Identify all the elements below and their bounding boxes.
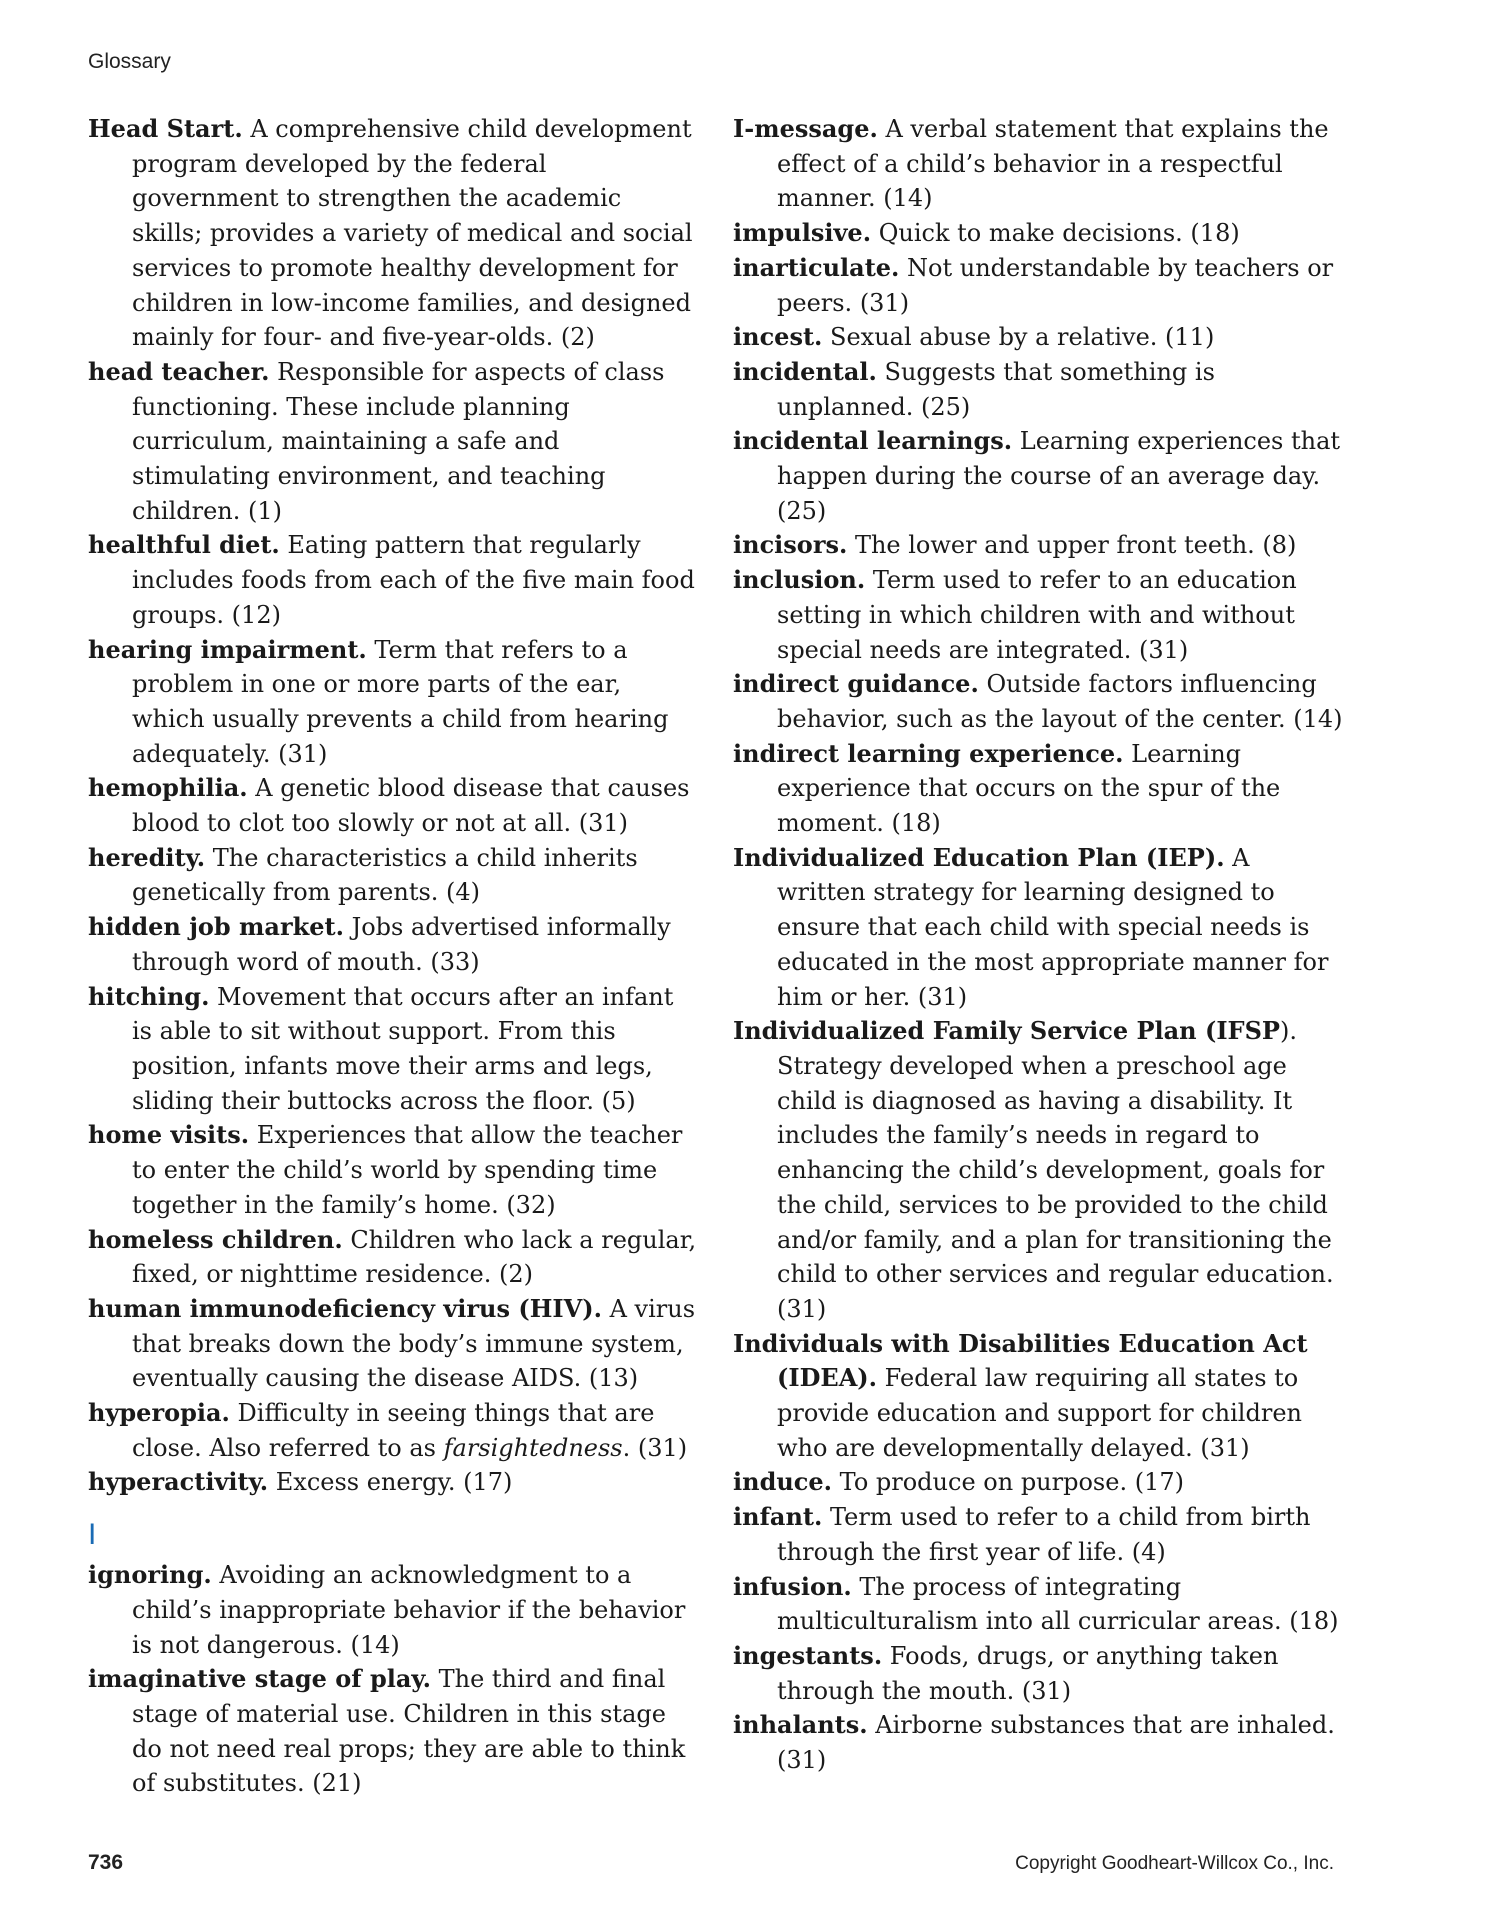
glossary-term: hidden job market. (88, 912, 344, 942)
glossary-entry (88, 841, 698, 910)
glossary-entry (88, 1118, 698, 1222)
glossary-definition: Foods, drugs, or anything taken through the mouth. (31) (777, 1641, 1279, 1705)
glossary-term: hitching. (88, 981, 210, 1011)
glossary-term: incidental. (733, 356, 877, 386)
glossary-term: infant. (733, 1502, 823, 1532)
glossary-definition: The lower and upper front teeth. (8) (847, 531, 1297, 560)
glossary-term: infusion. (733, 1571, 852, 1601)
glossary-definition: A written strategy for learning designed to ensure that each child with special needs is educated in the most appropriate manner for him or her. (31) (777, 843, 1329, 1011)
glossary-definition: Learning experiences that happen during the course of an average day. (25) (777, 427, 1341, 525)
glossary-definition: The third and final stage of material use. Children in this stage do not need real props; they are able to think of substitutes. (21) (132, 1665, 686, 1798)
glossary-entry (88, 355, 698, 529)
glossary-definition: Jobs advertised informally through word of mouth. (33) (132, 913, 671, 976)
glossary-term: impulsive. (733, 218, 872, 248)
glossary-entry (733, 1639, 1343, 1708)
glossary-entry (733, 528, 1343, 563)
glossary-entry (88, 980, 698, 1119)
glossary-definition: The process of integrating multiculturalism into all curricular areas. (18) (777, 1572, 1339, 1636)
glossary-definition: A comprehensive child development program developed by the federal government to strengthen the academic skills; provides a variety of medical and social services to promote healthy development for children in low-income families, and designed mainly for four- and five-year-olds. (2) (132, 115, 693, 352)
glossary-definition: Term used to refer to an education setting in which children with and without special needs are integrated. (31) (777, 566, 1297, 664)
glossary-term: human immunodeficiency virus (HIV). (88, 1293, 602, 1323)
glossary-term: hyperopia. (88, 1398, 230, 1428)
glossary-term: Head Start. (88, 114, 243, 143)
glossary-term: incest. (733, 322, 823, 352)
glossary-definition: Learning experience that occurs on the spur of the moment. (18) (777, 739, 1281, 838)
glossary-entry (733, 320, 1343, 355)
glossary-definition: To produce on purpose. (17) (832, 1468, 1184, 1497)
glossary-entry (88, 1558, 698, 1662)
glossary-entry (733, 424, 1343, 528)
glossary-column-left (88, 112, 698, 1801)
glossary-entry (88, 1292, 698, 1396)
glossary-entry (88, 528, 698, 632)
glossary-term: inhalants. (733, 1710, 868, 1740)
glossary-definition: Airborne substances that are inhaled. (31) (777, 1711, 1335, 1775)
glossary-term: hearing impairment. (88, 634, 367, 664)
glossary-definition: Term that refers to a problem in one or more parts of the ear, which usually prevents a child from hearing adequately. (31) (132, 635, 669, 768)
glossary-term: healthful diet. (88, 530, 280, 560)
glossary-definition: The characteristics a child inherits genetically from parents. (4) (132, 843, 638, 907)
glossary-definition: A verbal statement that explains the effect of a child’s behavior in a respectful manner. (14) (777, 115, 1329, 213)
running-head: Glossary (88, 50, 171, 73)
glossary-entry (733, 1708, 1343, 1777)
glossary-entry (733, 216, 1343, 251)
definition-text: . (31) (622, 1433, 688, 1462)
glossary-term: induce. (733, 1467, 833, 1497)
glossary-entry (733, 737, 1343, 841)
glossary-definition: Suggests that something is unplanned. (25) (777, 357, 1215, 421)
glossary-definition: Outside factors influencing behavior, such as the layout of the center. (14) (777, 670, 1343, 733)
glossary-definition: Experiences that allow the teacher to enter the child’s world by spending time together in the family’s home. (32) (132, 1121, 683, 1219)
glossary-term: imaginative stage of play. (88, 1664, 431, 1694)
glossary-entry (88, 112, 698, 355)
glossary-entry (733, 251, 1343, 320)
glossary-term: incidental learnings. (733, 426, 1013, 456)
glossary-definition: ). Strategy developed when a preschool age child is diagnosed as having a disability. It includes the family’s needs in regard to enhancing the child’s development, goals for the child, services to be provided to the child and/or family, and a plan for transitioning the child to other services and regular education. (31) (777, 1017, 1334, 1323)
glossary-entry (88, 1662, 698, 1801)
glossary-entry (733, 1465, 1343, 1500)
glossary-definition: Quick to make decisions. (18) (871, 219, 1240, 248)
glossary-term: inclusion. (733, 565, 866, 595)
glossary-term: ignoring. (88, 1560, 212, 1590)
glossary-definition: Avoiding an acknowledgment to a child’s inappropriate behavior if the behavior is not dangerous. (14) (132, 1561, 686, 1659)
glossary-entry (733, 841, 1343, 1015)
glossary-definition: Movement that occurs after an infant is able to sit without support. From this position, infants move their arms and legs, sliding their buttocks across the floor. (5) (132, 982, 674, 1115)
definition-text: Difficulty in seeing things that are close. Also referred to as (132, 1399, 655, 1462)
glossary-definition: Children who lack a regular, fixed, or nighttime residence. (2) (132, 1225, 697, 1289)
glossary-entry (733, 1014, 1343, 1326)
glossary-definition: Not understandable by teachers or peers. (31) (777, 253, 1334, 317)
glossary-term: Individualized Family Service Plan (IFSP (733, 1016, 1280, 1046)
glossary-definition: Sexual abuse by a relative. (11) (822, 323, 1215, 352)
glossary-entry (88, 1223, 698, 1292)
glossary-term: heredity. (88, 842, 206, 872)
page-number: 736 (88, 1851, 124, 1874)
glossary-term: hyperactivity. (88, 1467, 269, 1497)
glossary-entry (733, 667, 1343, 736)
copyright-notice: Copyright Goodheart-Willcox Co., Inc. (1015, 1853, 1334, 1874)
glossary-definition: A virus that breaks down the body’s immune system, eventually causing the disease AIDS. (13) (132, 1294, 696, 1393)
glossary-entry (88, 1396, 698, 1465)
glossary-entry (733, 355, 1343, 424)
glossary-entry (88, 771, 698, 840)
glossary-definition: Federal law requiring all states to provide education and support for children who are developmentally delayed. (31) (777, 1364, 1302, 1462)
glossary-term: homeless children. (88, 1224, 343, 1254)
italic-term: farsightedness (443, 1433, 623, 1462)
glossary-term: incisors. (733, 530, 848, 560)
glossary-term: ingestants. (733, 1640, 883, 1670)
glossary-entry (733, 1570, 1343, 1639)
glossary-definition: Excess energy. (17) (268, 1468, 513, 1497)
glossary-entry (88, 1465, 698, 1500)
glossary-term: hemophilia. (88, 773, 248, 803)
glossary-term: Individuals with Disabilities Education Act (IDEA). (733, 1328, 1308, 1393)
glossary-entry (88, 633, 698, 772)
section-letter-heading: I (88, 1518, 97, 1552)
glossary-term: head teacher. (88, 356, 270, 386)
glossary-entry (733, 112, 1343, 216)
glossary-term: I-message. (733, 114, 878, 143)
glossary-definition: A genetic blood disease that causes blood to clot too slowly or not at all. (31) (132, 774, 690, 838)
glossary-entry (733, 1327, 1343, 1466)
glossary-definition: Responsible for aspects of class functioning. These include planning curriculum, maintaining a safe and stimulating environment, and teaching children. (1) (132, 357, 665, 525)
glossary-entry (733, 563, 1343, 667)
glossary-term: indirect learning experience. (733, 738, 1124, 768)
glossary-term: home visits. (88, 1120, 250, 1150)
glossary-term: indirect guidance. (733, 669, 979, 699)
glossary-entry (733, 1500, 1343, 1569)
glossary-definition: Term used to refer to a child from birth through the first year of life. (4) (777, 1503, 1311, 1566)
glossary-column-right (733, 112, 1343, 1778)
glossary-entry (88, 910, 698, 979)
glossary-term: Individualized Education Plan (IEP). (733, 842, 1225, 872)
glossary-definition: Eating pattern that regularly includes foods from each of the five main food groups. (12) (132, 531, 695, 629)
glossary-term: inarticulate. (733, 252, 900, 282)
